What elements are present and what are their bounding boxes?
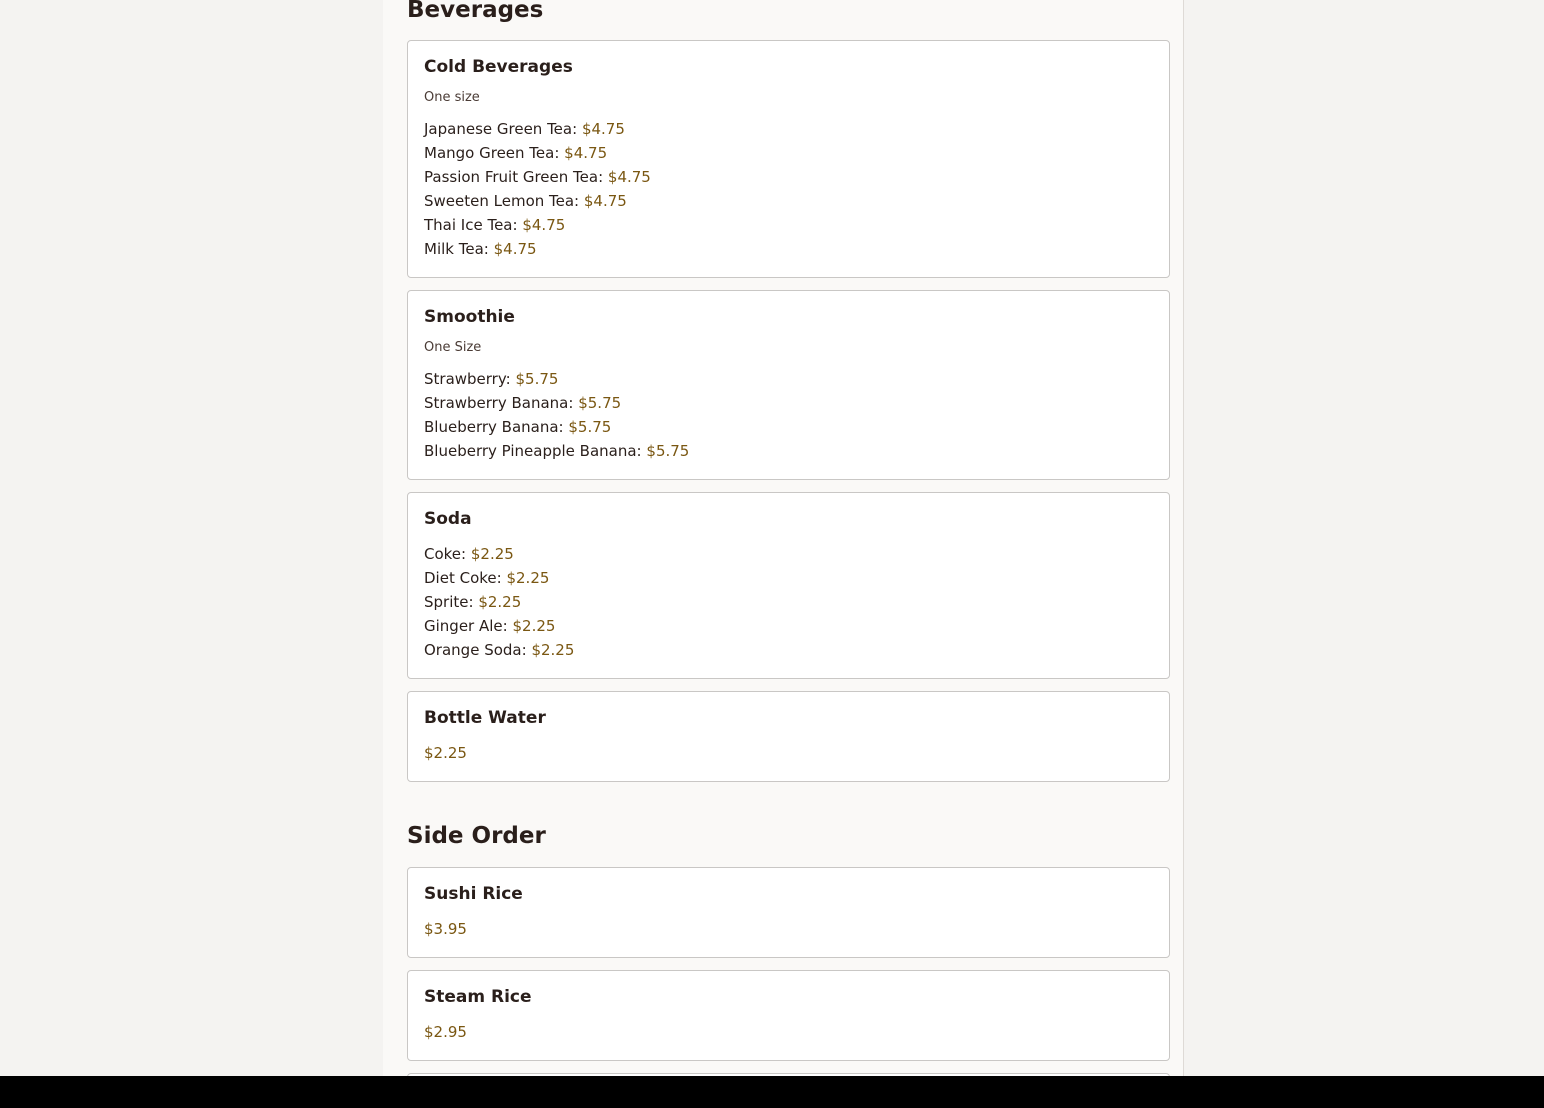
item-price: $2.25 [531, 641, 575, 659]
item-price: $4.75 [522, 216, 566, 234]
item-name: Blueberry Banana: [424, 418, 564, 436]
menu-card-sushi-rice [407, 867, 1170, 958]
size-note: One size [424, 90, 480, 105]
menu-item [424, 614, 574, 638]
item-price: $2.95 [424, 1023, 467, 1041]
item-name: Japanese Green Tea: [424, 120, 578, 138]
card-title: Soda [424, 509, 472, 529]
card-title: Bottle Water [424, 708, 546, 728]
menu-item [424, 590, 574, 614]
item-price: $4.75 [581, 120, 625, 138]
item-name: Passion Fruit Green Tea: [424, 168, 604, 186]
menu-item [424, 439, 689, 463]
item-name: Milk Tea: [424, 240, 489, 258]
menu-card-smoothie [407, 290, 1170, 480]
section-title-beverages: Beverages [407, 0, 544, 23]
item-list [424, 117, 651, 261]
menu-card-steam-rice [407, 970, 1170, 1061]
item-price: $4.75 [564, 144, 608, 162]
menu-item [424, 165, 651, 189]
card-title: Sushi Rice [424, 884, 523, 904]
menu-item [424, 367, 689, 391]
item-price: $2.25 [512, 617, 556, 635]
menu-item [424, 638, 574, 662]
menu-item [424, 237, 651, 261]
item-name: Strawberry: [424, 370, 511, 388]
item-name: Blueberry Pineapple Banana: [424, 442, 642, 460]
item-price: $5.75 [646, 442, 690, 460]
item-price: $5.75 [578, 394, 622, 412]
item-price: $2.25 [470, 545, 514, 563]
item-price: $4.75 [583, 192, 627, 210]
item-price: $3.95 [424, 920, 467, 938]
item-name: Sweeten Lemon Tea: [424, 192, 580, 210]
item-name: Thai Ice Tea: [424, 216, 518, 234]
section-title-side-order: Side Order [407, 823, 546, 849]
item-price: $2.25 [478, 593, 522, 611]
item-price: $5.75 [568, 418, 612, 436]
item-name: Strawberry Banana: [424, 394, 574, 412]
size-note: One Size [424, 340, 482, 355]
item-price: $2.25 [506, 569, 550, 587]
menu-item [424, 117, 651, 141]
item-name: Ginger Ale: [424, 617, 508, 635]
item-name: Orange Soda: [424, 641, 527, 659]
bottom-bar [0, 1076, 1544, 1108]
menu-card-bottle-water [407, 691, 1170, 782]
item-price: $2.25 [424, 744, 467, 762]
card-title: Steam Rice [424, 987, 532, 1007]
menu-card-cold-beverages [407, 40, 1170, 278]
card-title: Cold Beverages [424, 57, 573, 77]
item-name: Coke: [424, 545, 467, 563]
item-price: $5.75 [515, 370, 559, 388]
item-name: Diet Coke: [424, 569, 502, 587]
menu-item [424, 566, 574, 590]
menu-item [424, 542, 574, 566]
menu-card-soda [407, 492, 1170, 679]
item-price: $4.75 [607, 168, 651, 186]
item-price: $4.75 [493, 240, 537, 258]
item-list [424, 367, 689, 463]
item-name: Sprite: [424, 593, 474, 611]
item-list [424, 542, 574, 662]
menu-item [424, 415, 689, 439]
menu-item [424, 141, 651, 165]
menu-column [383, 0, 1184, 1076]
card-title: Smoothie [424, 307, 515, 327]
menu-item [424, 213, 651, 237]
menu-item [424, 189, 651, 213]
item-name: Mango Green Tea: [424, 144, 560, 162]
menu-item [424, 391, 689, 415]
